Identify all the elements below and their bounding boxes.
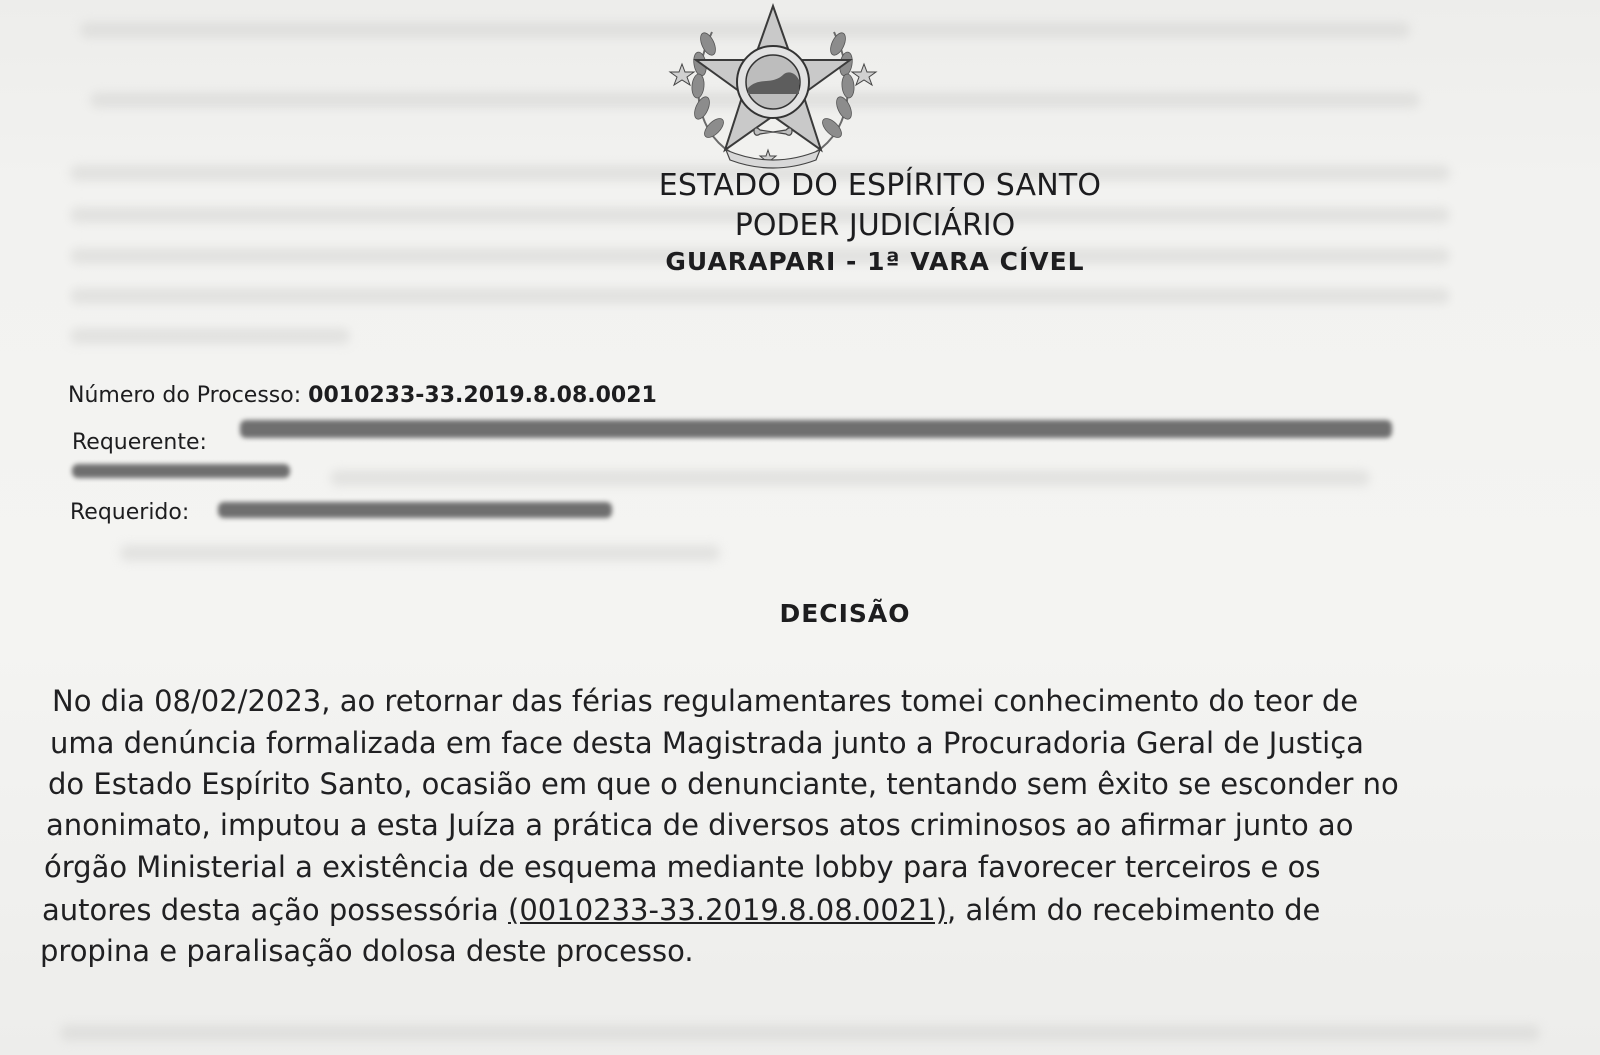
redaction-bar [218,502,612,518]
decision-line-6 [42,893,1320,927]
bleed-through [60,1025,1540,1041]
decision-line-6-tail: , além do recebimento de [947,893,1321,927]
redaction-bar [72,464,290,478]
case-number-row [68,383,657,408]
decision-title: DECISÃO [779,599,911,628]
header-court: GUARAPARI - 1ª VARA CÍVEL [665,247,1085,276]
header-state: ESTADO DO ESPÍRITO SANTO [658,168,1102,203]
requerente-label: Requerente: [72,430,207,455]
redaction-bar [240,420,1392,438]
decision-line-5: órgão Ministerial a existência de esquema mediante lobby para favorecer terceiros e os [44,850,1321,884]
bleed-through [120,545,720,561]
case-number-label: Número do Processo: [68,383,302,408]
case-number-reference: (0010233-33.2019.8.08.0021) [508,893,948,927]
bleed-through [70,288,1450,304]
bleed-through [70,328,350,344]
coat-of-arms-seal [668,2,878,170]
decision-line-6-text: autores desta ação possessória [42,893,509,927]
decision-line-1: No dia 08/02/2023, ao retornar das férias regulamentares tomei conhecimento do teor de [52,684,1359,718]
header-judiciary: PODER JUDICIÁRIO [734,208,1016,243]
decision-line-2: uma denúncia formalizada em face desta Magistrada junto a Procuradoria Geral de Justiça [50,726,1364,760]
bleed-through [330,470,1370,486]
requerido-label: Requerido: [70,500,190,525]
case-number-value: 0010233-33.2019.8.08.0021 [308,383,657,408]
decision-line-4: anonimato, imputou a esta Juíza a prática de diversos atos criminosos ao afirmar junto ao [46,808,1354,842]
decision-line-7: propina e paralisação dolosa deste processo. [40,934,694,968]
decision-line-3: do Estado Espírito Santo, ocasião em que o denunciante, tentando sem êxito se esconder no [48,767,1399,801]
